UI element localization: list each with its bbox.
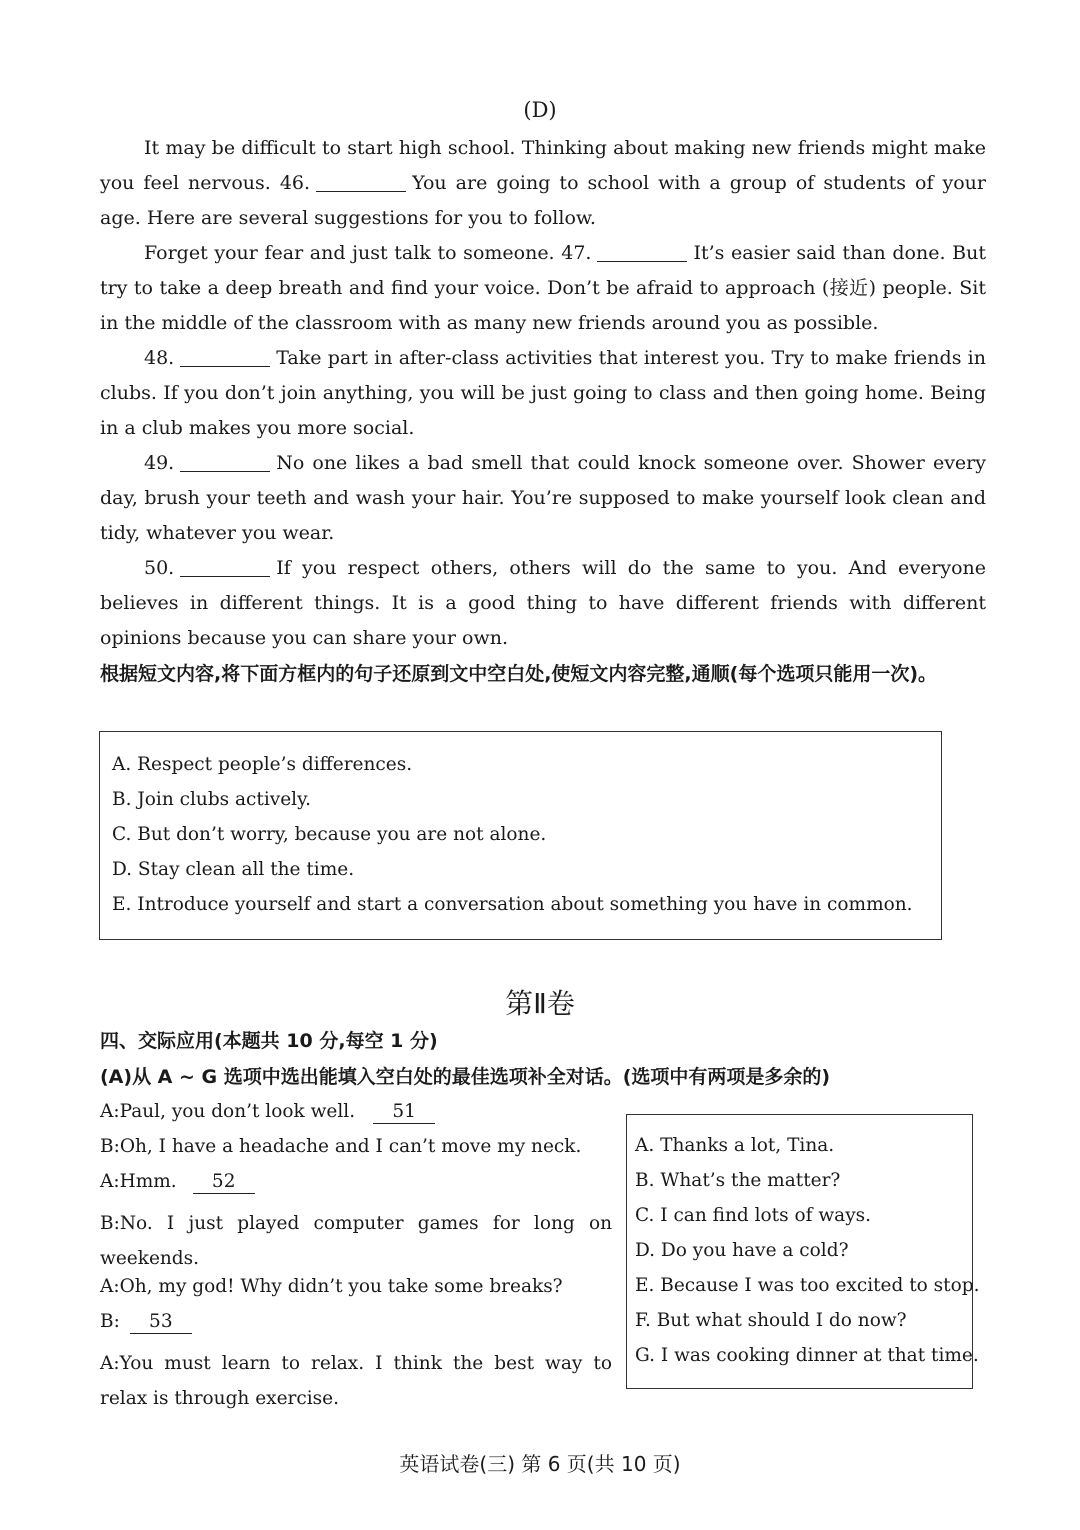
dialogue-option-g: G. I was cooking dinner at that time. xyxy=(635,1345,979,1366)
paragraph-5 xyxy=(100,551,986,656)
line-text: You must learn to relax. I think the best way to relax is through exercise. xyxy=(100,1353,612,1409)
page-footer: 英语试卷(三) 第 6 页(共 10 页) xyxy=(399,1452,681,1476)
option-a: A. Respect people’s differences. xyxy=(112,754,413,775)
blank-46 xyxy=(316,171,406,192)
answer-blank-51: 51 xyxy=(373,1101,435,1124)
dialogue-option-e: E. Because I was too excited to stop. xyxy=(635,1275,980,1296)
paragraph-4 xyxy=(100,446,986,551)
line-text: No. I just played computer games for long on weekends. xyxy=(100,1213,612,1269)
option-d: D. Stay clean all the time. xyxy=(112,859,355,880)
dialogue-line-3 xyxy=(100,1171,255,1194)
instruction-text: 根据短文内容,将下面方框内的句子还原到文中空白处,使短文内容完整,通顺(每个选项只能用一次)。 xyxy=(100,663,938,685)
dialogue-line-2 xyxy=(100,1136,581,1157)
line-text: Hmm. xyxy=(119,1171,177,1192)
line-text: Oh, I have a headache and I can’t move my neck. xyxy=(119,1136,582,1157)
paragraph-5-text-b: If you respect others, others will do the same to you. And everyone believes in different things. It is a good thing to have different friends with different opinions because you can share your own. xyxy=(100,557,986,649)
blank-47 xyxy=(597,241,687,262)
answer-blank-52: 52 xyxy=(193,1171,255,1194)
paragraph-1-text-a: It may be difficult to start high school. Thinking about making new friends might make you feel nervous. 46. xyxy=(100,137,986,194)
speaker: B: xyxy=(100,1311,120,1332)
dialogue-option-d: D. Do you have a cold? xyxy=(635,1240,849,1261)
option-c: C. But don’t worry, because you are not alone. xyxy=(112,824,547,845)
speaker: A: xyxy=(100,1101,120,1122)
paragraph-2 xyxy=(100,236,986,341)
dialogue-line-7 xyxy=(100,1346,612,1416)
blank-48 xyxy=(180,346,270,367)
line-text: Oh, my god! Why didn’t you take some breaks? xyxy=(119,1276,563,1297)
dialogue-line-1 xyxy=(100,1101,435,1124)
dialogue-line-6 xyxy=(100,1311,192,1334)
paragraph-1-text-b: You are going to school with a group of students of your age. Here are several suggestions for you to follow. xyxy=(100,172,986,229)
section-label: (D) xyxy=(523,98,557,122)
blank-49 xyxy=(180,451,270,472)
speaker: B: xyxy=(100,1213,120,1234)
answer-blank-53: 53 xyxy=(130,1311,192,1334)
paragraph-1 xyxy=(100,131,986,236)
dialogue-option-f: F. But what should I do now? xyxy=(635,1310,907,1331)
paragraph-2-text-a: Forget your fear and just talk to someone. 47. xyxy=(144,242,592,264)
volume-title: 第Ⅱ卷 xyxy=(505,987,575,1020)
paragraph-3-text-b: Take part in after-class activities that interest you. Try to make friends in clubs. If you don’t join anything, you will be just going to class and then going home. Being in a club makes you more social. xyxy=(100,347,986,439)
dialogue-line-4 xyxy=(100,1206,612,1276)
part-a-instruction: (A)从 A ~ G 选项中选出能填入空白处的最佳选项补全对话。(选项中有两项是多余的) xyxy=(100,1066,831,1088)
options-box-dialogue xyxy=(626,1114,980,1389)
dialogue-option-b: B. What’s the matter? xyxy=(635,1170,841,1191)
speaker: A: xyxy=(100,1353,120,1374)
option-e: E. Introduce yourself and start a conversation about something you have in common. xyxy=(112,894,913,915)
paragraph-3 xyxy=(100,341,986,446)
paragraph-4-text-a: 49. xyxy=(144,452,175,474)
dialogue-option-c: C. I can find lots of ways. xyxy=(635,1205,872,1226)
paragraph-5-text-a: 50. xyxy=(144,557,175,579)
speaker: B: xyxy=(100,1136,120,1157)
line-text: Paul, you don’t look well. xyxy=(119,1101,356,1122)
paragraph-4-text-b: No one likes a bad smell that could knock someone over. Shower every day, brush your teeth and wash your hair. You’re supposed to make yourself look clean and tidy, whatever you wear. xyxy=(100,452,986,544)
speaker: A: xyxy=(100,1276,120,1297)
speaker: A: xyxy=(100,1171,120,1192)
options-box-reading xyxy=(99,731,942,940)
option-b: B. Join clubs actively. xyxy=(112,789,311,810)
dialogue-option-a: A. Thanks a lot, Tina. xyxy=(635,1135,835,1156)
paragraph-2-text-b: It’s easier said than done. But try to take a deep breath and find your voice. Don’t be afraid to approach (接近) people. Sit in the middle of the classroom with as many new friends around you as possible. xyxy=(100,242,986,334)
part4-heading: 四、交际应用(本题共 10 分,每空 1 分) xyxy=(100,1030,438,1052)
dialogue-line-5 xyxy=(100,1276,563,1297)
paragraph-3-text-a: 48. xyxy=(144,347,175,369)
blank-50 xyxy=(180,556,270,577)
